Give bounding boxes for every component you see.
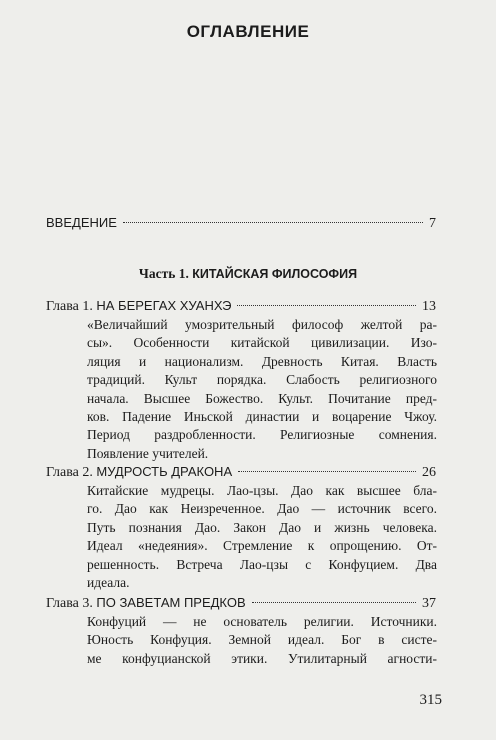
summary-line: ков. Падение Иньской династии и воцарение Чжоу. [87, 409, 437, 425]
summary-line: Появление учителей. [87, 445, 209, 461]
summary-line: Юность Конфуция. Земной идеал. Бог в систе- [87, 632, 437, 648]
chapter-2-prefix: Глава 2. [46, 465, 93, 480]
summary-line: Период раздробленности. Религиозные сомнения. [87, 427, 437, 443]
summary-line: «Величайший умозрительный философ желтой ра- [87, 317, 437, 332]
chapter-3-prefix: Глава 3. [46, 596, 93, 611]
intro-page-number: 7 [429, 216, 436, 231]
dot-leader [238, 471, 416, 472]
summary-line: традиций. Культ порядка. Слабость религиозного [87, 372, 437, 388]
intro-label: ВВЕДЕНИЕ [46, 215, 117, 230]
chapter-1-prefix: Глава 1. [46, 299, 93, 314]
chapter-1-heading [46, 297, 231, 316]
page-heading: ОГЛАВЛЕНИЕ [186, 22, 310, 41]
summary-line: Путь познания Дао. Закон Дао и жизнь человека. [87, 519, 437, 535]
part-title: КИТАЙСКАЯ ФИЛОСОФИЯ [192, 267, 358, 281]
dot-leader [252, 602, 416, 603]
toc-entry-chapter-1 [46, 297, 436, 316]
summary-line: решенность. Встреча Лао-цзы с Конфуцием. Два [87, 556, 437, 572]
summary-line: ляция и национализм. Древность Китая. Власть [87, 353, 437, 369]
chapter-3-heading [46, 594, 246, 613]
chapter-3-page-number: 37 [422, 596, 436, 611]
chapter-1-title: НА БЕРЕГАХ ХУАНХЭ [96, 298, 232, 313]
toc-entry-chapter-2 [46, 463, 436, 482]
part-heading [0, 266, 496, 282]
chapter-2-heading [46, 463, 232, 482]
summary-line: начала. Высшее Божество. Культ. Почитание пред- [87, 390, 437, 406]
summary-line: ме конфуцианской этики. Утилитарный агности- [87, 650, 437, 666]
toc-entry-introduction [46, 214, 436, 233]
summary-line: го. Дао как Неизреченное. Дао — источник всего. [87, 501, 437, 517]
dot-leader [237, 305, 416, 306]
summary-line: идеала. [87, 575, 130, 591]
chapter-1-summary [87, 316, 437, 463]
chapter-2-summary [87, 482, 437, 592]
chapter-2-title: МУДРОСТЬ ДРАКОНА [96, 464, 233, 479]
part-prefix: Часть 1. [138, 266, 189, 281]
summary-line: Идеал «недеяния». Стремление к опрощению. От- [87, 538, 437, 554]
chapter-2-page-number: 26 [422, 465, 436, 480]
toc-entry-chapter-3 [46, 594, 436, 613]
summary-line: Конфуций — не основатель религии. Источники. [87, 614, 437, 629]
summary-line: Китайские мудрецы. Лао-цзы. Дао как высшее бла- [87, 483, 437, 498]
summary-line: сы». Особенности китайской цивилизации. Изо- [87, 335, 437, 351]
chapter-3-title: ПО ЗАВЕТАМ ПРЕДКОВ [96, 595, 246, 610]
chapter-1-page-number: 13 [422, 299, 436, 314]
dot-leader [123, 222, 423, 223]
chapter-3-summary [87, 613, 437, 668]
page-number: 315 [419, 692, 442, 708]
